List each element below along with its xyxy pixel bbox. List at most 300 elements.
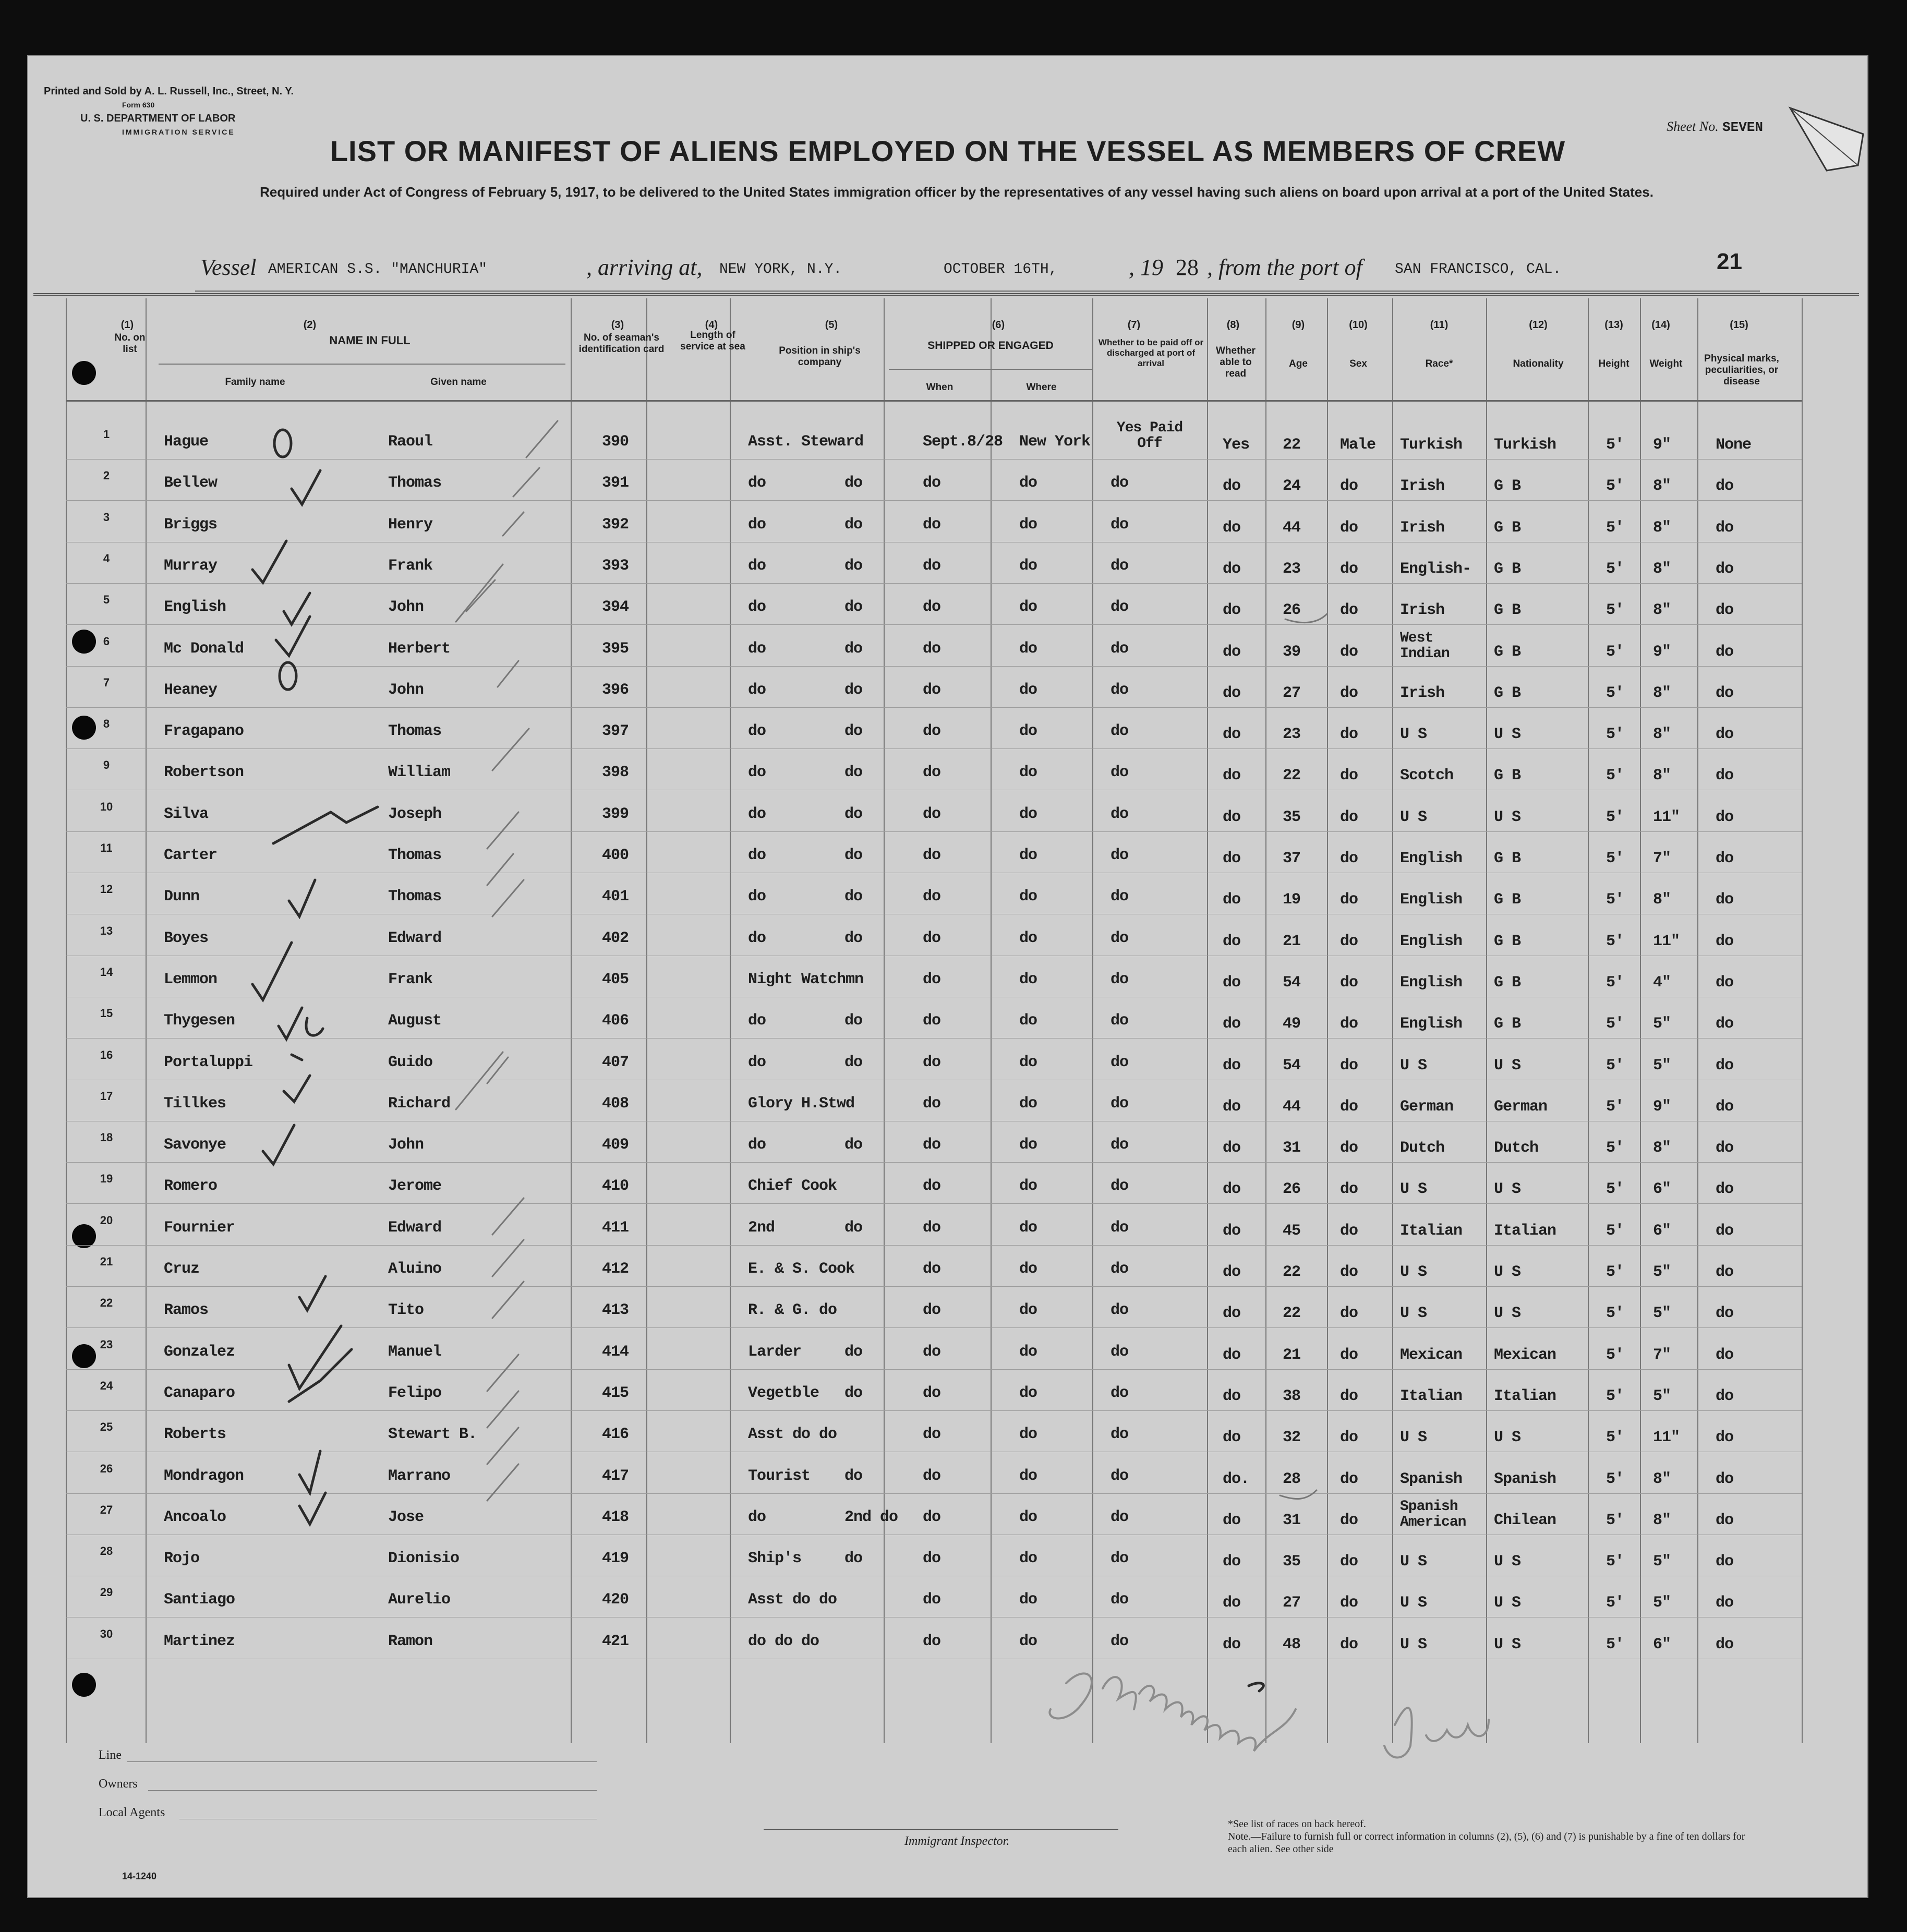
race: English [1400, 932, 1463, 950]
position: Asst do do [748, 1426, 837, 1444]
position-extra: do [844, 888, 863, 906]
header-when: When [926, 382, 954, 393]
race: U S [1400, 1635, 1427, 1653]
id-card-number: 401 [602, 888, 629, 906]
row-number: 13 [100, 924, 113, 937]
col-num: (3) [611, 319, 624, 331]
sex: do [1340, 808, 1358, 826]
position: do do do [748, 1632, 819, 1650]
sex: do [1340, 1015, 1358, 1033]
shipped-where: do [1019, 474, 1037, 492]
given-name: Thomas [388, 847, 442, 864]
height: 5' [1606, 1222, 1624, 1240]
paid-off: do [1111, 598, 1129, 617]
physical-marks: do [1716, 1097, 1734, 1116]
given-name: Manuel [388, 1343, 442, 1361]
position: do [748, 598, 766, 617]
paid-off: do [1111, 1426, 1129, 1444]
header-nationality: Nationality [1513, 358, 1564, 369]
position-extra: do [844, 1550, 863, 1568]
check-mark [299, 1451, 320, 1493]
given-name: Aurelio [388, 1591, 451, 1609]
sex: do [1340, 973, 1358, 992]
age: 44 [1283, 518, 1301, 537]
col-num: (12) [1529, 319, 1548, 331]
age: 31 [1283, 1139, 1301, 1157]
weight: 8" [1653, 726, 1671, 744]
sex: do [1340, 1429, 1358, 1447]
paid-off: do [1111, 722, 1129, 741]
check-mark [252, 943, 292, 1000]
physical-marks: do [1716, 1263, 1734, 1281]
sex: do [1340, 601, 1358, 620]
nationality: Italian [1494, 1387, 1556, 1405]
physical-marks: None [1716, 436, 1752, 454]
given-name: Dionisio [388, 1550, 460, 1568]
nationality: Chilean [1494, 1511, 1556, 1529]
shipped-where: do [1019, 557, 1037, 575]
id-card-number: 397 [602, 722, 629, 741]
id-card-number: 396 [602, 681, 629, 699]
id-card-number: 413 [602, 1301, 629, 1320]
family-name: Lemmon [164, 970, 218, 988]
id-card-number: 409 [602, 1136, 629, 1154]
paid-off: do [1111, 1094, 1129, 1113]
row-number: 18 [100, 1131, 113, 1144]
shipped-where: do [1019, 1467, 1037, 1485]
paid-off: do [1111, 681, 1129, 699]
physical-marks: do [1716, 477, 1734, 496]
weight: 8" [1653, 477, 1671, 496]
race: Mexican [1400, 1346, 1463, 1364]
paid-off: do [1111, 1632, 1129, 1650]
circle-mark [280, 662, 296, 690]
weight: 11" [1653, 1429, 1680, 1447]
tick-mark [526, 421, 558, 457]
able-to-read: do [1223, 560, 1241, 578]
shipped-when: do [923, 1343, 941, 1361]
age: 22 [1283, 1305, 1301, 1323]
arrival-year: 28 [1176, 255, 1199, 280]
nationality: G B [1494, 891, 1521, 909]
age: 48 [1283, 1635, 1301, 1653]
able-to-read: do [1223, 1097, 1241, 1116]
race: English [1400, 891, 1463, 909]
check-mark [273, 807, 378, 843]
race: Italian [1400, 1222, 1463, 1240]
weight: 6" [1653, 1222, 1671, 1240]
sex: do [1340, 1635, 1358, 1653]
given-name: Tito [388, 1301, 424, 1320]
header-physical-marks: Physical marks, peculiarities, or disease [1704, 353, 1779, 387]
shipped-where: do [1019, 929, 1037, 947]
shipped-where: do [1019, 1094, 1037, 1113]
id-card-number: 412 [602, 1260, 629, 1278]
physical-marks: do [1716, 1056, 1734, 1074]
tick-mark [503, 512, 524, 536]
nationality: U S [1494, 1305, 1521, 1323]
position-extra: do [844, 1384, 863, 1402]
age: 27 [1283, 684, 1301, 702]
position: Asst do do [748, 1591, 837, 1609]
printer-line: Printed and Sold by A. L. Russell, Inc., Street, N. Y. [44, 86, 294, 97]
shipped-when: do [923, 1301, 941, 1320]
weight: 9" [1653, 436, 1671, 454]
height: 5' [1606, 1346, 1624, 1364]
height: 5' [1606, 560, 1624, 578]
tick-mark [492, 1198, 524, 1318]
sex: do [1340, 726, 1358, 744]
footer-note [1228, 1818, 1760, 1855]
check-mark [289, 880, 315, 916]
check-mark [284, 1076, 310, 1102]
age: 23 [1283, 560, 1301, 578]
sex: do [1340, 1470, 1358, 1488]
row-number: 24 [100, 1379, 113, 1392]
id-card-number: 420 [602, 1591, 629, 1609]
department-line: U. S. DEPARTMENT OF LABOR [80, 113, 236, 124]
shipped-when: do [923, 805, 941, 823]
physical-marks: do [1716, 1511, 1734, 1529]
shipped-where: do [1019, 1426, 1037, 1444]
sex: do [1340, 684, 1358, 702]
paid-off: do [1111, 557, 1129, 575]
form-number: Form 630 [122, 101, 155, 109]
given-name: Felipo [388, 1384, 442, 1402]
given-name: Frank [388, 970, 433, 988]
weight: 8" [1653, 1139, 1671, 1157]
tick-mark [1280, 1490, 1317, 1499]
header-id-card: No. of seaman's identification card [578, 332, 665, 355]
height: 5' [1606, 601, 1624, 620]
service-line: IMMIGRATION SERVICE [122, 128, 235, 136]
sex: do [1340, 932, 1358, 950]
position: Tourist [748, 1467, 811, 1485]
row-number: 25 [100, 1420, 113, 1434]
family-name: Martinez [164, 1632, 235, 1650]
paid-off: Yes Paid Off [1116, 420, 1183, 452]
col-num: (15) [1730, 319, 1748, 331]
shipped-where: do [1019, 1591, 1037, 1609]
shipped-when: do [923, 1591, 941, 1609]
inspector-signature-line [764, 1829, 1118, 1830]
sex: do [1340, 1511, 1358, 1529]
header-able-read: Whether able to read [1216, 345, 1256, 379]
paid-off: do [1111, 1301, 1129, 1320]
family-name: Roberts [164, 1426, 226, 1444]
race: Dutch [1400, 1139, 1445, 1157]
weight: 5" [1653, 1387, 1671, 1405]
row-number: 16 [100, 1048, 113, 1061]
family-name: Savonye [164, 1136, 226, 1154]
height: 5' [1606, 932, 1624, 950]
position-extra: do [844, 598, 863, 617]
race: West Indian [1400, 630, 1450, 662]
row-number: 30 [100, 1627, 113, 1640]
given-name: Thomas [388, 474, 442, 492]
position: do [748, 722, 766, 741]
sex: do [1340, 1553, 1358, 1571]
height: 5' [1606, 973, 1624, 992]
shipped-when: do [923, 764, 941, 782]
row-number: 20 [100, 1213, 113, 1227]
id-card-number: 405 [602, 970, 629, 988]
header-family-name: Family name [225, 377, 285, 388]
family-name: Santiago [164, 1591, 235, 1609]
able-to-read: do [1223, 1594, 1241, 1612]
shipped-when: do [923, 1467, 941, 1485]
position-extra: do [844, 681, 863, 699]
sex: do [1340, 1097, 1358, 1116]
height: 5' [1606, 1387, 1624, 1405]
id-card-number: 390 [602, 433, 629, 451]
shipped-when: do [923, 1508, 941, 1526]
tick-mark [492, 729, 529, 770]
paid-off: do [1111, 1177, 1129, 1196]
age: 35 [1283, 1553, 1301, 1571]
col-num: (7) [1127, 319, 1141, 331]
given-name: Joseph [388, 805, 442, 823]
weight: 11" [1653, 932, 1680, 950]
sex: do [1340, 1139, 1358, 1157]
physical-marks: do [1716, 973, 1734, 992]
shipped-where: do [1019, 1177, 1037, 1196]
id-card-number: 398 [602, 764, 629, 782]
paid-off: do [1111, 929, 1129, 947]
row-number: 21 [100, 1255, 113, 1268]
position-extra: do [844, 639, 863, 658]
row-number: 19 [100, 1172, 113, 1186]
race: Spanish American [1400, 1498, 1466, 1530]
physical-marks: do [1716, 1553, 1734, 1571]
col-num: (9) [1292, 319, 1305, 331]
nationality: U S [1494, 1553, 1521, 1571]
sex: do [1340, 1346, 1358, 1364]
header-shipped: SHIPPED OR ENGAGED [927, 340, 1054, 352]
id-card-number: 393 [602, 557, 629, 575]
position-extra: do [844, 764, 863, 782]
arriving-label: , arriving at, [586, 255, 703, 280]
page-subtitle: Required under Act of Congress of February 5, 1917, to be delivered to the United States immigration officer by the representatives of any vessel having such aliens on board upon arrival at a port of the United States. [260, 184, 1653, 200]
shipped-where: do [1019, 1053, 1037, 1071]
row-number: 23 [100, 1337, 113, 1351]
shipped-when: do [923, 929, 941, 947]
header-age: Age [1289, 358, 1308, 369]
paid-off: do [1111, 639, 1129, 658]
nationality: German [1494, 1097, 1548, 1116]
able-to-read: do [1223, 1305, 1241, 1323]
weight: 5" [1653, 1594, 1671, 1612]
shipped-where: do [1019, 1218, 1037, 1237]
position: do [748, 1053, 766, 1071]
able-to-read: do [1223, 767, 1241, 785]
sheet-value: SEVEN [1722, 119, 1763, 135]
physical-marks: do [1716, 1635, 1734, 1653]
row-number: 10 [100, 800, 113, 813]
col-num: (4) [705, 319, 718, 331]
shipped-where: do [1019, 1384, 1037, 1402]
height: 5' [1606, 1015, 1624, 1033]
paid-off: do [1111, 1136, 1129, 1154]
nationality: U S [1494, 1056, 1521, 1074]
header-position: Position in ship's company [779, 345, 861, 368]
nationality: G B [1494, 560, 1521, 578]
position: do [748, 888, 766, 906]
given-name: Ramon [388, 1632, 433, 1650]
height: 5' [1606, 808, 1624, 826]
tick-mark [498, 661, 518, 687]
nationality: Mexican [1494, 1346, 1556, 1364]
height: 5' [1606, 1056, 1624, 1074]
race: English [1400, 1015, 1463, 1033]
physical-marks: do [1716, 601, 1734, 620]
paid-off: do [1111, 1384, 1129, 1402]
header-height: Height [1598, 358, 1630, 369]
id-card-number: 419 [602, 1550, 629, 1568]
nationality: Dutch [1494, 1139, 1539, 1157]
race: Scotch [1400, 767, 1454, 785]
id-card-number: 406 [602, 1012, 629, 1030]
form-code: 14-1240 [122, 1871, 157, 1881]
physical-marks: do [1716, 1346, 1734, 1364]
tick-mark [513, 468, 539, 497]
given-name: Richard [388, 1094, 451, 1113]
height: 5' [1606, 1635, 1624, 1653]
shipped-when: Sept.8/28 [923, 433, 1003, 451]
race: Irish [1400, 601, 1445, 620]
able-to-read: do [1223, 1222, 1241, 1240]
paid-off: do [1111, 764, 1129, 782]
row-number: 8 [103, 717, 110, 731]
height: 5' [1606, 1470, 1624, 1488]
age: 26 [1283, 1180, 1301, 1199]
nationality: G B [1494, 932, 1521, 950]
position-extra: do [844, 1012, 863, 1030]
shipped-when: do [923, 474, 941, 492]
race: U S [1400, 1553, 1427, 1571]
able-to-read: do [1223, 1346, 1241, 1364]
age: 21 [1283, 1346, 1301, 1364]
year-prefix: , 19 [1129, 255, 1163, 280]
row-number: 1 [103, 428, 110, 441]
able-to-read: do. [1223, 1470, 1250, 1488]
owners-label: Owners [99, 1777, 138, 1791]
family-name: Thygesen [164, 1012, 235, 1030]
shipped-when: do [923, 598, 941, 617]
given-name: Guido [388, 1053, 433, 1071]
tick-mark [456, 564, 503, 622]
header-name-in-full: NAME IN FULL [329, 334, 411, 347]
able-to-read: do [1223, 1429, 1241, 1447]
height: 5' [1606, 767, 1624, 785]
paid-off: do [1111, 474, 1129, 492]
shipped-where: New York [1019, 433, 1091, 451]
family-name: Mc Donald [164, 639, 244, 658]
given-name: Stewart B. [388, 1426, 477, 1444]
family-name: Cruz [164, 1260, 200, 1278]
arrival-port: NEW YORK, N.Y. [719, 261, 842, 277]
header-given-name: Given name [430, 377, 487, 388]
race: Irish [1400, 477, 1445, 496]
shipped-where: do [1019, 1136, 1037, 1154]
shipped-where: do [1019, 1301, 1037, 1320]
row-number: 28 [100, 1544, 113, 1558]
position: do [748, 474, 766, 492]
sex: do [1340, 1222, 1358, 1240]
position: 2nd [748, 1218, 775, 1237]
shipped-when: do [923, 722, 941, 741]
row-number: 12 [100, 883, 113, 896]
paid-off: do [1111, 1218, 1129, 1237]
nationality: G B [1494, 477, 1521, 496]
age: 22 [1283, 767, 1301, 785]
race: Irish [1400, 684, 1445, 702]
shipped-where: do [1019, 1012, 1037, 1030]
header-weight: Weight [1649, 358, 1683, 369]
id-card-number: 421 [602, 1632, 629, 1650]
given-name: August [388, 1012, 442, 1030]
check-mark [263, 1125, 294, 1164]
check-mark [1249, 1683, 1263, 1691]
id-card-number: 408 [602, 1094, 629, 1113]
physical-marks: do [1716, 891, 1734, 909]
weight: 5" [1653, 1056, 1671, 1074]
sex: Male [1340, 436, 1376, 454]
race: U S [1400, 726, 1427, 744]
from-port-label: , from the port of [1207, 255, 1362, 280]
height: 5' [1606, 1139, 1624, 1157]
position-extra: do [844, 805, 863, 823]
paid-off: do [1111, 970, 1129, 988]
given-name: Aluino [388, 1260, 442, 1278]
id-card-number: 394 [602, 598, 629, 617]
nationality: G B [1494, 684, 1521, 702]
nationality: U S [1494, 808, 1521, 826]
id-card-number: 392 [602, 515, 629, 534]
able-to-read: do [1223, 932, 1241, 950]
height: 5' [1606, 1594, 1624, 1612]
shipped-when: do [923, 1384, 941, 1402]
nationality: U S [1494, 1180, 1521, 1199]
nationality: U S [1494, 726, 1521, 744]
shipped-where: do [1019, 1260, 1037, 1278]
height: 5' [1606, 684, 1624, 702]
shipped-where: do [1019, 970, 1037, 988]
able-to-read: do [1223, 1553, 1241, 1571]
able-to-read: do [1223, 518, 1241, 537]
physical-marks: do [1716, 1387, 1734, 1405]
line-label: Line [99, 1748, 122, 1762]
sheet-label: Sheet No. [1667, 119, 1719, 134]
check-mark [252, 541, 286, 583]
sex: do [1340, 1180, 1358, 1199]
sex: do [1340, 1263, 1358, 1281]
vessel-label: Vessel [200, 255, 257, 280]
id-card-number: 407 [602, 1053, 629, 1071]
paid-off: do [1111, 1053, 1129, 1071]
id-card-number: 411 [602, 1218, 629, 1237]
height: 5' [1606, 1180, 1624, 1199]
family-name: Rojo [164, 1550, 200, 1568]
position-extra: do [844, 1343, 863, 1361]
shipped-where: do [1019, 1632, 1037, 1650]
manifest-sheet [27, 55, 1868, 1898]
position: do [748, 639, 766, 658]
nationality: Italian [1494, 1222, 1556, 1240]
position: do [748, 1508, 766, 1526]
row-number: 9 [103, 758, 110, 772]
nationality: Turkish [1494, 436, 1556, 454]
